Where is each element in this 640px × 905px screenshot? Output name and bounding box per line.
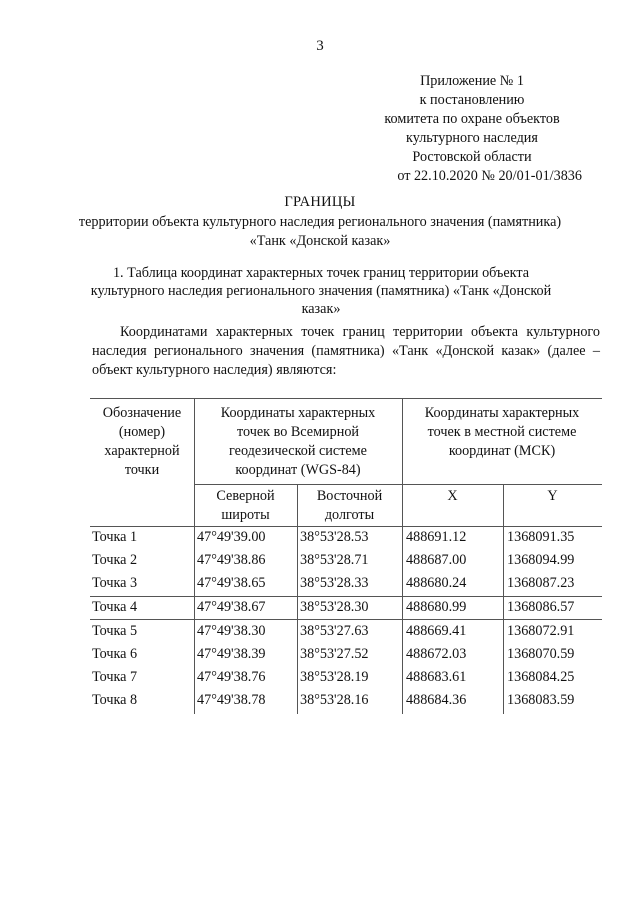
header-msk — [402, 404, 602, 461]
cell-x: 488680.24 — [406, 575, 467, 591]
cell-x: 488684.36 — [406, 692, 467, 708]
header-y: Y — [547, 488, 558, 504]
cell-y: 1368094.99 — [507, 552, 575, 568]
cell-lon: 38°53'28.53 — [300, 529, 369, 545]
header-wgs84 — [194, 404, 402, 480]
page-number: 3 — [316, 38, 324, 54]
table-row-divider — [90, 619, 602, 620]
section-heading-line: культурного наследия регионального значения (памятника) «Танк «Донской — [90, 283, 552, 299]
cell-x: 488669.41 — [406, 623, 467, 639]
cell-y: 1368072.91 — [507, 623, 575, 639]
document-title: ГРАНИЦЫ — [284, 194, 356, 210]
cell-y: 1368091.35 — [507, 529, 575, 545]
header-line: долготы — [324, 507, 375, 523]
header-line: координат (МСК) — [448, 443, 556, 459]
cell-lat: 47°49'38.86 — [197, 552, 266, 568]
cell-lon: 38°53'27.52 — [300, 646, 369, 662]
cell-name: Точка 5 — [92, 623, 138, 639]
intro-paragraph — [92, 323, 600, 380]
appendix-block — [282, 72, 582, 186]
table-header-divider — [194, 484, 602, 485]
cell-name: Точка 6 — [92, 646, 138, 662]
cell-x: 488687.00 — [406, 552, 467, 568]
header-line: Обозначение — [102, 405, 182, 421]
section-heading-line: 1. Таблица координат характерных точек границ территории объекта — [112, 265, 530, 281]
cell-y: 1368087.23 — [507, 575, 575, 591]
cell-lon: 38°53'28.19 — [300, 669, 369, 685]
header-line: геодезической системе — [229, 443, 367, 459]
cell-lat: 47°49'38.65 — [197, 575, 266, 591]
header-line: Северной — [216, 488, 275, 504]
cell-lat: 47°49'38.30 — [197, 623, 266, 639]
cell-lat: 47°49'38.39 — [197, 646, 266, 662]
cell-lat: 47°49'38.76 — [197, 669, 266, 685]
header-line: Координаты характерных — [424, 405, 580, 421]
header-line: Восточной — [316, 488, 383, 504]
cell-x: 488672.03 — [406, 646, 467, 662]
cell-lat: 47°49'38.78 — [197, 692, 266, 708]
appendix-line: комитета по охране объектов — [384, 111, 560, 127]
cell-lon: 38°53'27.63 — [300, 623, 369, 639]
header-line: координат (WGS-84) — [235, 462, 361, 478]
cell-name: Точка 2 — [92, 552, 138, 568]
cell-y: 1368070.59 — [507, 646, 575, 662]
appendix-line: Приложение № 1 — [420, 73, 524, 89]
appendix-line: культурного наследия — [406, 130, 538, 146]
header-latitude — [194, 487, 297, 525]
subtitle-line: территории объекта культурного наследия регионального значения (памятника) — [78, 214, 562, 230]
header-line: точек в местной системе — [427, 424, 577, 440]
cell-y: 1368086.57 — [507, 599, 575, 615]
appendix-line: к постановлению — [419, 92, 525, 108]
header-x: X — [447, 488, 458, 504]
cell-x: 488691.12 — [406, 529, 467, 545]
header-line: широты — [221, 507, 270, 523]
subtitle-line: «Танк «Донской казак» — [249, 233, 391, 249]
header-line: Координаты характерных — [220, 405, 376, 421]
cell-lon: 38°53'28.30 — [300, 599, 369, 615]
cell-name: Точка 7 — [92, 669, 138, 685]
appendix-line: Ростовской области — [412, 149, 532, 165]
cell-y: 1368083.59 — [507, 692, 575, 708]
header-line: (номер) — [118, 424, 166, 440]
table-border-top — [90, 398, 602, 399]
cell-name: Точка 1 — [92, 529, 138, 545]
document-subtitle — [70, 213, 570, 251]
intro-text: Координатами характерных точек границ территории объекта культурного наследия регионального значения (памятника) «Танк «Донской казак» (далее – объект культурного наследия) являются: — [92, 324, 600, 378]
cell-name: Точка 4 — [92, 599, 138, 615]
table-col-divider — [503, 484, 504, 714]
table-row-divider — [90, 596, 602, 597]
cell-y: 1368084.25 — [507, 669, 575, 685]
section-heading — [80, 264, 562, 318]
cell-lon: 38°53'28.33 — [300, 575, 369, 591]
cell-name: Точка 3 — [92, 575, 138, 591]
cell-lat: 47°49'38.67 — [197, 599, 266, 615]
appendix-line: от 22.10.2020 № 20/01-01/3836 — [397, 168, 582, 184]
cell-lat: 47°49'39.00 — [197, 529, 266, 545]
cell-lon: 38°53'28.71 — [300, 552, 369, 568]
header-line: точки — [124, 462, 160, 478]
cell-x: 488683.61 — [406, 669, 467, 685]
header-line: характерной — [104, 443, 180, 459]
header-line: точек во Всемирной — [236, 424, 360, 440]
section-heading-line: казак» — [301, 301, 341, 317]
cell-lon: 38°53'28.16 — [300, 692, 369, 708]
header-point-designation — [90, 404, 194, 480]
header-longitude — [297, 487, 402, 525]
table-header-bottom — [90, 526, 602, 527]
cell-name: Точка 8 — [92, 692, 138, 708]
cell-x: 488680.99 — [406, 599, 467, 615]
